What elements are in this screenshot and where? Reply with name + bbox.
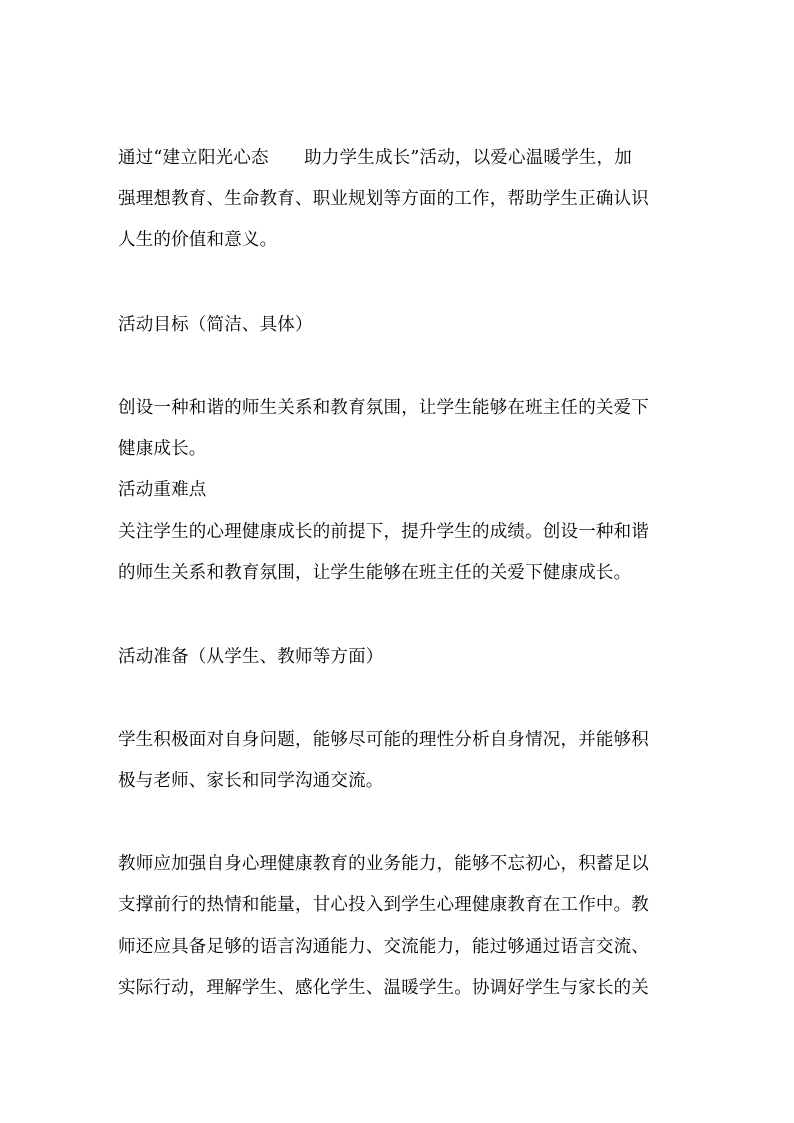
prep-heading: 活动准备（从学生、教师等方面） [118,647,384,667]
prep-teachers-line-4: 实际行动，理解学生、感化学生、温暖学生。协调好学生与家长的关 [118,978,649,998]
prep-teachers-line-2: 支撑前行的热情和能量，甘心投入到学生心理健康教育在工作中。教 [118,895,649,915]
intro-line-3: 人生的价值和意义。 [118,230,278,250]
prep-teachers-line-3: 师还应具备足够的语言沟通能力、交流能力，能过够通过语言交流、 [118,937,649,957]
intro-line-1: 通过“建立阳光心态 助力学生成长”活动，以爱心温暖学生，加 [118,148,632,168]
goal-heading: 活动目标（简洁、具体） [118,315,313,335]
goal-text-line-2: 健康成长。 [118,439,207,459]
goal-text-line-1: 创设一种和谐的师生关系和教育氛围，让学生能够在班主任的关爱下 [118,398,649,418]
key-text-line-1: 关注学生的心理健康成长的前提下，提升学生的成绩。创设一种和谐 [118,522,649,542]
key-text-line-2: 的师生关系和教育氛围，让学生能够在班主任的关爱下健康成长。 [118,563,632,583]
prep-teachers-line-1: 教师应加强自身心理健康教育的业务能力，能够不忘初心，积蓄足以 [118,854,649,874]
prep-students-line-2: 极与老师、家长和同学沟通交流。 [118,771,384,791]
intro-line-2: 强理想教育、生命教育、职业规划等方面的工作，帮助学生正确认识 [118,189,649,209]
key-heading: 活动重难点 [118,480,207,500]
prep-students-line-1: 学生积极面对自身问题，能够尽可能的理性分析自身情况，并能够积 [118,730,649,750]
